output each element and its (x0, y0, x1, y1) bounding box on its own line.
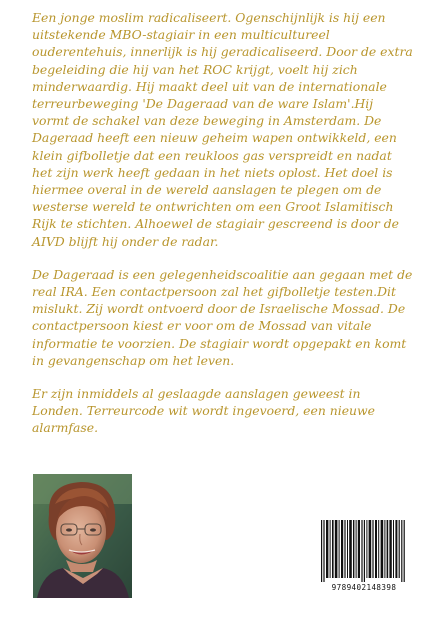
isbn-barcode (317, 518, 411, 586)
blurb-paragraph-1: Een jonge moslim radicaliseert. Ogenschijnlijk is hij een uitstekende MBO-stagiair in een multicultureel ouderentehuis, innerlijk is hij geradicaliseerd. Door de extra begeleiding die hij van het ROC krijgt, voelt hij zich minderwaardig. Hij maakt deel uit van de internationale terreurbeweging 'De Dageraad van de ware Islam'.Hij vormt de schakel van deze beweging in Amsterdam. De Dageraad heeft een nieuw geheim wapen ontwikkeld, een klein gifbolletje dat een reukloos gas verspreidt en nadat het zijn werk heeft gedaan in het niets oplost. Het doel is hiermee overal in de wereld aanslagen te plegen om de westerse wereld te ontwrichten om een Groot Islamitisch Rijk te stichten. Alhoewel de stagiair gescreend is door de AIVD blijft hij onder de radar. (32, 10, 413, 249)
blurb-text (32, 9, 414, 453)
author-photo (33, 474, 132, 598)
blurb-paragraph-3: Er zijn inmiddels al geslaagde aanslagen geweest in Londen. Terreurcode wit wordt ingevoerd, een nieuwe alarmfase. (32, 386, 375, 436)
isbn-number: 9789402148398 (331, 583, 397, 592)
blurb-paragraph-2: De Dageraad is een gelegenheidscoalitie aan gegaan met de real IRA. Een contactpersoon zal het gifbolletje testen.Dit mislukt. Zij wordt ontvoerd door de Israelische Mossad. De contactpersoon kiest er voor om de Mossad van vitale informatie te voorzien. De stagiair wordt opgepakt en komt in gevangenschap om het leven. (32, 266, 413, 368)
